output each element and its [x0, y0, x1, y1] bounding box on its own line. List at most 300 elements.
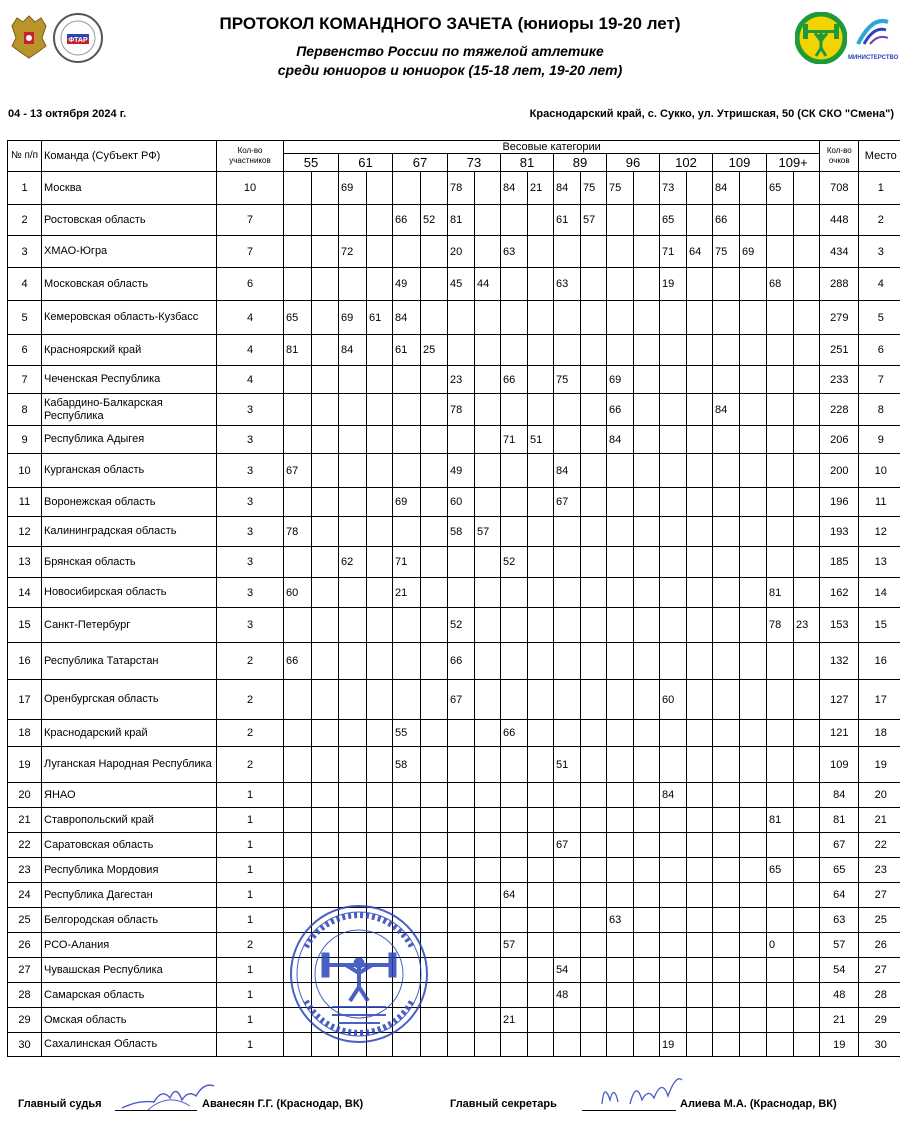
- category-score: [554, 1008, 581, 1033]
- category-score: [448, 720, 475, 747]
- category-score: [581, 908, 607, 933]
- total-points: 251: [820, 335, 859, 366]
- table-row: [8, 883, 900, 908]
- category-score: [607, 608, 634, 643]
- category-score: 62: [339, 547, 367, 578]
- team-name: ХМАО-Югра: [42, 236, 217, 268]
- category-score: [393, 236, 421, 268]
- category-score: [421, 268, 448, 301]
- category-score: [660, 301, 687, 335]
- category-score: [339, 747, 367, 783]
- category-score: [284, 426, 312, 454]
- category-score: [634, 883, 660, 908]
- category-score: [312, 808, 339, 833]
- category-score: [794, 833, 820, 858]
- category-score: [581, 236, 607, 268]
- total-points: 54: [820, 958, 859, 983]
- category-score: [607, 1008, 634, 1033]
- category-score: [367, 680, 393, 720]
- category-score: [713, 608, 740, 643]
- category-score: 84: [339, 335, 367, 366]
- category-score: 21: [501, 1008, 528, 1033]
- category-score: [421, 517, 448, 547]
- participant-count: 1: [217, 958, 284, 983]
- table-row: [8, 394, 900, 426]
- category-score: [794, 488, 820, 517]
- subtitle-line-1: Первенство России по тяжелой атлетике: [296, 43, 604, 59]
- category-score: [794, 747, 820, 783]
- category-score: [554, 578, 581, 608]
- final-place: 14: [859, 578, 900, 608]
- category-score: 81: [284, 335, 312, 366]
- category-score: [687, 1008, 713, 1033]
- category-score: [767, 983, 794, 1008]
- category-score: [687, 983, 713, 1008]
- category-score: [607, 1033, 634, 1057]
- participant-count: 7: [217, 236, 284, 268]
- category-score: 84: [660, 783, 687, 808]
- total-points: 200: [820, 454, 859, 488]
- category-score: [475, 983, 501, 1008]
- category-score: [687, 578, 713, 608]
- category-score: [713, 301, 740, 335]
- team-name: Республика Татарстан: [42, 643, 217, 680]
- participant-count: 3: [217, 578, 284, 608]
- category-score: [687, 301, 713, 335]
- table-row: [8, 578, 900, 608]
- category-score: [794, 426, 820, 454]
- category-score: [634, 547, 660, 578]
- category-score: [740, 394, 767, 426]
- col-num-header: № п/п: [8, 141, 42, 172]
- participant-count: 3: [217, 454, 284, 488]
- table-row: [8, 517, 900, 547]
- category-score: [528, 958, 554, 983]
- category-score: [607, 488, 634, 517]
- participant-count: 3: [217, 517, 284, 547]
- table-row: [8, 783, 900, 808]
- participant-count: 4: [217, 301, 284, 335]
- header-row-top: [8, 141, 900, 154]
- team-name: Новосибирская область: [42, 578, 217, 608]
- category-score: [581, 578, 607, 608]
- category-score: 78: [284, 517, 312, 547]
- category-score: [687, 454, 713, 488]
- category-score: [528, 578, 554, 608]
- category-score: 84: [501, 172, 528, 205]
- category-score: [581, 366, 607, 394]
- category-score: [339, 783, 367, 808]
- category-score: [794, 808, 820, 833]
- participant-count: 10: [217, 172, 284, 205]
- category-score: [687, 747, 713, 783]
- category-score: [713, 366, 740, 394]
- category-score: [740, 301, 767, 335]
- category-score: [794, 858, 820, 883]
- category-score: [339, 488, 367, 517]
- category-score: [475, 747, 501, 783]
- category-score: [713, 268, 740, 301]
- category-score: [284, 366, 312, 394]
- category-score: [554, 547, 581, 578]
- category-score: [284, 808, 312, 833]
- category-score: [528, 454, 554, 488]
- category-score: [713, 833, 740, 858]
- category-score: 84: [713, 172, 740, 205]
- category-score: [501, 301, 528, 335]
- row-number: 23: [8, 858, 42, 883]
- final-place: 21: [859, 808, 900, 833]
- category-score: [740, 933, 767, 958]
- category-score: [581, 1008, 607, 1033]
- category-score: [794, 547, 820, 578]
- category-score: [767, 958, 794, 983]
- row-number: 7: [8, 366, 42, 394]
- category-score: [339, 426, 367, 454]
- category-score: [475, 488, 501, 517]
- category-score: [607, 958, 634, 983]
- category-score: [339, 394, 367, 426]
- category-score: [554, 858, 581, 883]
- team-name: Красноярский край: [42, 335, 217, 366]
- category-score: [421, 301, 448, 335]
- category-score: 69: [607, 366, 634, 394]
- category-score: [421, 236, 448, 268]
- category-score: [687, 394, 713, 426]
- row-number: 15: [8, 608, 42, 643]
- category-score: [660, 858, 687, 883]
- category-score: 19: [660, 1033, 687, 1057]
- category-score: [687, 883, 713, 908]
- category-score: [794, 454, 820, 488]
- category-score: [312, 335, 339, 366]
- team-name: Ростовская область: [42, 205, 217, 236]
- category-score: 58: [448, 517, 475, 547]
- category-score: [634, 680, 660, 720]
- category-score: [421, 747, 448, 783]
- total-points: 196: [820, 488, 859, 517]
- row-number: 24: [8, 883, 42, 908]
- category-score: [528, 268, 554, 301]
- col-team-header: Команда (Субъект РФ): [42, 141, 217, 172]
- category-score: [687, 783, 713, 808]
- category-score: 84: [713, 394, 740, 426]
- team-name: Омская область: [42, 1008, 217, 1033]
- category-score: [528, 366, 554, 394]
- participant-count: 6: [217, 268, 284, 301]
- category-score: [528, 1033, 554, 1057]
- category-score: [767, 643, 794, 680]
- category-score: [339, 608, 367, 643]
- category-score: [393, 783, 421, 808]
- team-name: Чеченская Республика: [42, 366, 217, 394]
- category-score: [528, 747, 554, 783]
- team-name: Курганская область: [42, 454, 217, 488]
- final-place: 10: [859, 454, 900, 488]
- category-score: [767, 205, 794, 236]
- category-score: [312, 488, 339, 517]
- category-score: [501, 1033, 528, 1057]
- category-score: 66: [284, 643, 312, 680]
- category-score: [475, 366, 501, 394]
- protocol-title: ПРОТОКОЛ КОМАНДНОГО ЗАЧЕТА (юниоры 19-20 лет): [219, 14, 681, 33]
- category-score: 61: [554, 205, 581, 236]
- standings-body: [8, 172, 900, 1057]
- category-score: [687, 680, 713, 720]
- total-points: 448: [820, 205, 859, 236]
- team-name: Кемеровская область-Кузбасс: [42, 301, 217, 335]
- category-score: [634, 426, 660, 454]
- category-score: [607, 808, 634, 833]
- category-score: [581, 301, 607, 335]
- total-points: 153: [820, 608, 859, 643]
- category-score: 48: [554, 983, 581, 1008]
- category-score: [740, 578, 767, 608]
- category-score: [607, 983, 634, 1008]
- total-points: 193: [820, 517, 859, 547]
- category-score: 65: [767, 172, 794, 205]
- category-score: [581, 858, 607, 883]
- category-score: 61: [393, 335, 421, 366]
- category-score: [501, 454, 528, 488]
- category-score: 84: [607, 426, 634, 454]
- category-score: [448, 578, 475, 608]
- category-score: [687, 958, 713, 983]
- row-number: 5: [8, 301, 42, 335]
- category-score: [312, 394, 339, 426]
- category-score: [687, 517, 713, 547]
- table-row: [8, 908, 900, 933]
- category-score: [421, 426, 448, 454]
- category-score: [740, 858, 767, 883]
- category-score: [794, 517, 820, 547]
- category-score: [713, 454, 740, 488]
- weight-category-header: 102: [660, 154, 713, 172]
- category-score: 81: [767, 578, 794, 608]
- category-score: 21: [528, 172, 554, 205]
- final-place: 7: [859, 366, 900, 394]
- category-score: [713, 983, 740, 1008]
- total-points: 81: [820, 808, 859, 833]
- category-score: [660, 958, 687, 983]
- team-name: Калининградская область: [42, 517, 217, 547]
- category-score: 52: [421, 205, 448, 236]
- category-score: [284, 394, 312, 426]
- category-score: [713, 858, 740, 883]
- category-score: [687, 643, 713, 680]
- row-number: 12: [8, 517, 42, 547]
- category-score: 67: [448, 680, 475, 720]
- category-score: 75: [554, 366, 581, 394]
- category-score: [687, 366, 713, 394]
- category-score: [475, 680, 501, 720]
- category-score: [367, 643, 393, 680]
- participant-count: 1: [217, 833, 284, 858]
- category-score: [284, 205, 312, 236]
- category-score: [393, 858, 421, 883]
- category-score: [475, 643, 501, 680]
- team-name: Республика Мордовия: [42, 858, 217, 883]
- category-score: [794, 172, 820, 205]
- category-score: 19: [660, 268, 687, 301]
- category-score: [528, 335, 554, 366]
- category-score: [367, 268, 393, 301]
- final-place: 11: [859, 488, 900, 517]
- category-score: 60: [284, 578, 312, 608]
- category-score: [740, 172, 767, 205]
- category-score: [393, 454, 421, 488]
- table-row: [8, 268, 900, 301]
- category-score: [312, 783, 339, 808]
- team-name: Москва: [42, 172, 217, 205]
- category-score: 71: [660, 236, 687, 268]
- category-score: 23: [448, 366, 475, 394]
- category-score: [312, 454, 339, 488]
- category-score: [740, 1008, 767, 1033]
- category-score: [634, 268, 660, 301]
- category-score: [284, 720, 312, 747]
- final-place: 8: [859, 394, 900, 426]
- category-score: [713, 883, 740, 908]
- total-points: 162: [820, 578, 859, 608]
- category-score: [687, 608, 713, 643]
- team-name: Республика Дагестан: [42, 883, 217, 908]
- category-score: [713, 783, 740, 808]
- category-score: [687, 335, 713, 366]
- category-score: [393, 517, 421, 547]
- category-score: [528, 680, 554, 720]
- category-score: [687, 1033, 713, 1057]
- category-score: [312, 426, 339, 454]
- row-number: 14: [8, 578, 42, 608]
- category-score: [554, 301, 581, 335]
- category-score: 63: [607, 908, 634, 933]
- team-name: Ставропольский край: [42, 808, 217, 833]
- category-score: [421, 858, 448, 883]
- category-score: [367, 366, 393, 394]
- category-score: [581, 454, 607, 488]
- category-score: [312, 858, 339, 883]
- category-score: [421, 454, 448, 488]
- category-score: [421, 783, 448, 808]
- category-score: [312, 205, 339, 236]
- category-score: [713, 908, 740, 933]
- category-score: [284, 547, 312, 578]
- weight-category-header: 61: [339, 154, 393, 172]
- category-score: [367, 547, 393, 578]
- category-score: [475, 1008, 501, 1033]
- total-points: 279: [820, 301, 859, 335]
- category-score: 66: [713, 205, 740, 236]
- category-score: [740, 205, 767, 236]
- final-place: 1: [859, 172, 900, 205]
- team-name: Кабардино-Балкарская Республика: [42, 394, 217, 426]
- category-score: 66: [501, 720, 528, 747]
- category-score: [339, 517, 367, 547]
- category-score: [740, 488, 767, 517]
- category-score: [393, 608, 421, 643]
- category-score: [581, 268, 607, 301]
- category-score: [660, 833, 687, 858]
- category-score: [794, 933, 820, 958]
- category-score: [501, 578, 528, 608]
- category-score: [794, 205, 820, 236]
- category-score: [713, 680, 740, 720]
- category-score: [607, 517, 634, 547]
- category-score: [528, 301, 554, 335]
- category-score: [393, 366, 421, 394]
- category-score: [581, 517, 607, 547]
- category-score: [581, 335, 607, 366]
- category-score: [367, 454, 393, 488]
- category-score: [740, 808, 767, 833]
- category-score: [284, 747, 312, 783]
- table-row: [8, 833, 900, 858]
- category-score: [475, 858, 501, 883]
- participant-count: 1: [217, 908, 284, 933]
- subtitle-line-2: среди юниоров и юниорок (15-18 лет, 19-20 лет): [277, 62, 623, 78]
- chief-judge-label: Главный судья: [18, 1098, 102, 1110]
- total-points: 67: [820, 833, 859, 858]
- chief-secretary-label: Главный секретарь: [450, 1098, 557, 1110]
- row-number: 26: [8, 933, 42, 958]
- row-number: 9: [8, 426, 42, 454]
- category-score: [687, 268, 713, 301]
- category-score: 20: [448, 236, 475, 268]
- table-row: [8, 933, 900, 958]
- category-score: [607, 547, 634, 578]
- category-score: [794, 643, 820, 680]
- category-score: [581, 680, 607, 720]
- category-score: [554, 643, 581, 680]
- category-score: [312, 236, 339, 268]
- category-score: [448, 908, 475, 933]
- category-score: [528, 236, 554, 268]
- category-score: [634, 1008, 660, 1033]
- ministry-caption: МИНИСТЕРСТВО: [848, 55, 899, 61]
- category-score: 67: [554, 833, 581, 858]
- col-count-header: Кол-во участников: [217, 141, 284, 172]
- category-score: [740, 547, 767, 578]
- category-score: 73: [660, 172, 687, 205]
- category-score: [660, 908, 687, 933]
- category-score: [713, 488, 740, 517]
- category-score: [393, 394, 421, 426]
- category-score: 75: [713, 236, 740, 268]
- category-score: [448, 426, 475, 454]
- category-score: [660, 517, 687, 547]
- category-score: [284, 236, 312, 268]
- category-score: 45: [448, 268, 475, 301]
- category-score: [740, 958, 767, 983]
- chief-judge-name: Аванесян Г.Г. (Краснодар, ВК): [202, 1098, 364, 1110]
- category-score: 60: [448, 488, 475, 517]
- total-points: 109: [820, 747, 859, 783]
- category-score: [581, 983, 607, 1008]
- category-score: [767, 747, 794, 783]
- category-score: [794, 1008, 820, 1033]
- category-score: [794, 680, 820, 720]
- team-standings-table: [7, 140, 900, 1057]
- category-score: [713, 517, 740, 547]
- row-number: 11: [8, 488, 42, 517]
- total-points: 57: [820, 933, 859, 958]
- final-place: 27: [859, 958, 900, 983]
- category-score: 49: [448, 454, 475, 488]
- participant-count: 4: [217, 335, 284, 366]
- category-score: [794, 908, 820, 933]
- table-row: [8, 983, 900, 1008]
